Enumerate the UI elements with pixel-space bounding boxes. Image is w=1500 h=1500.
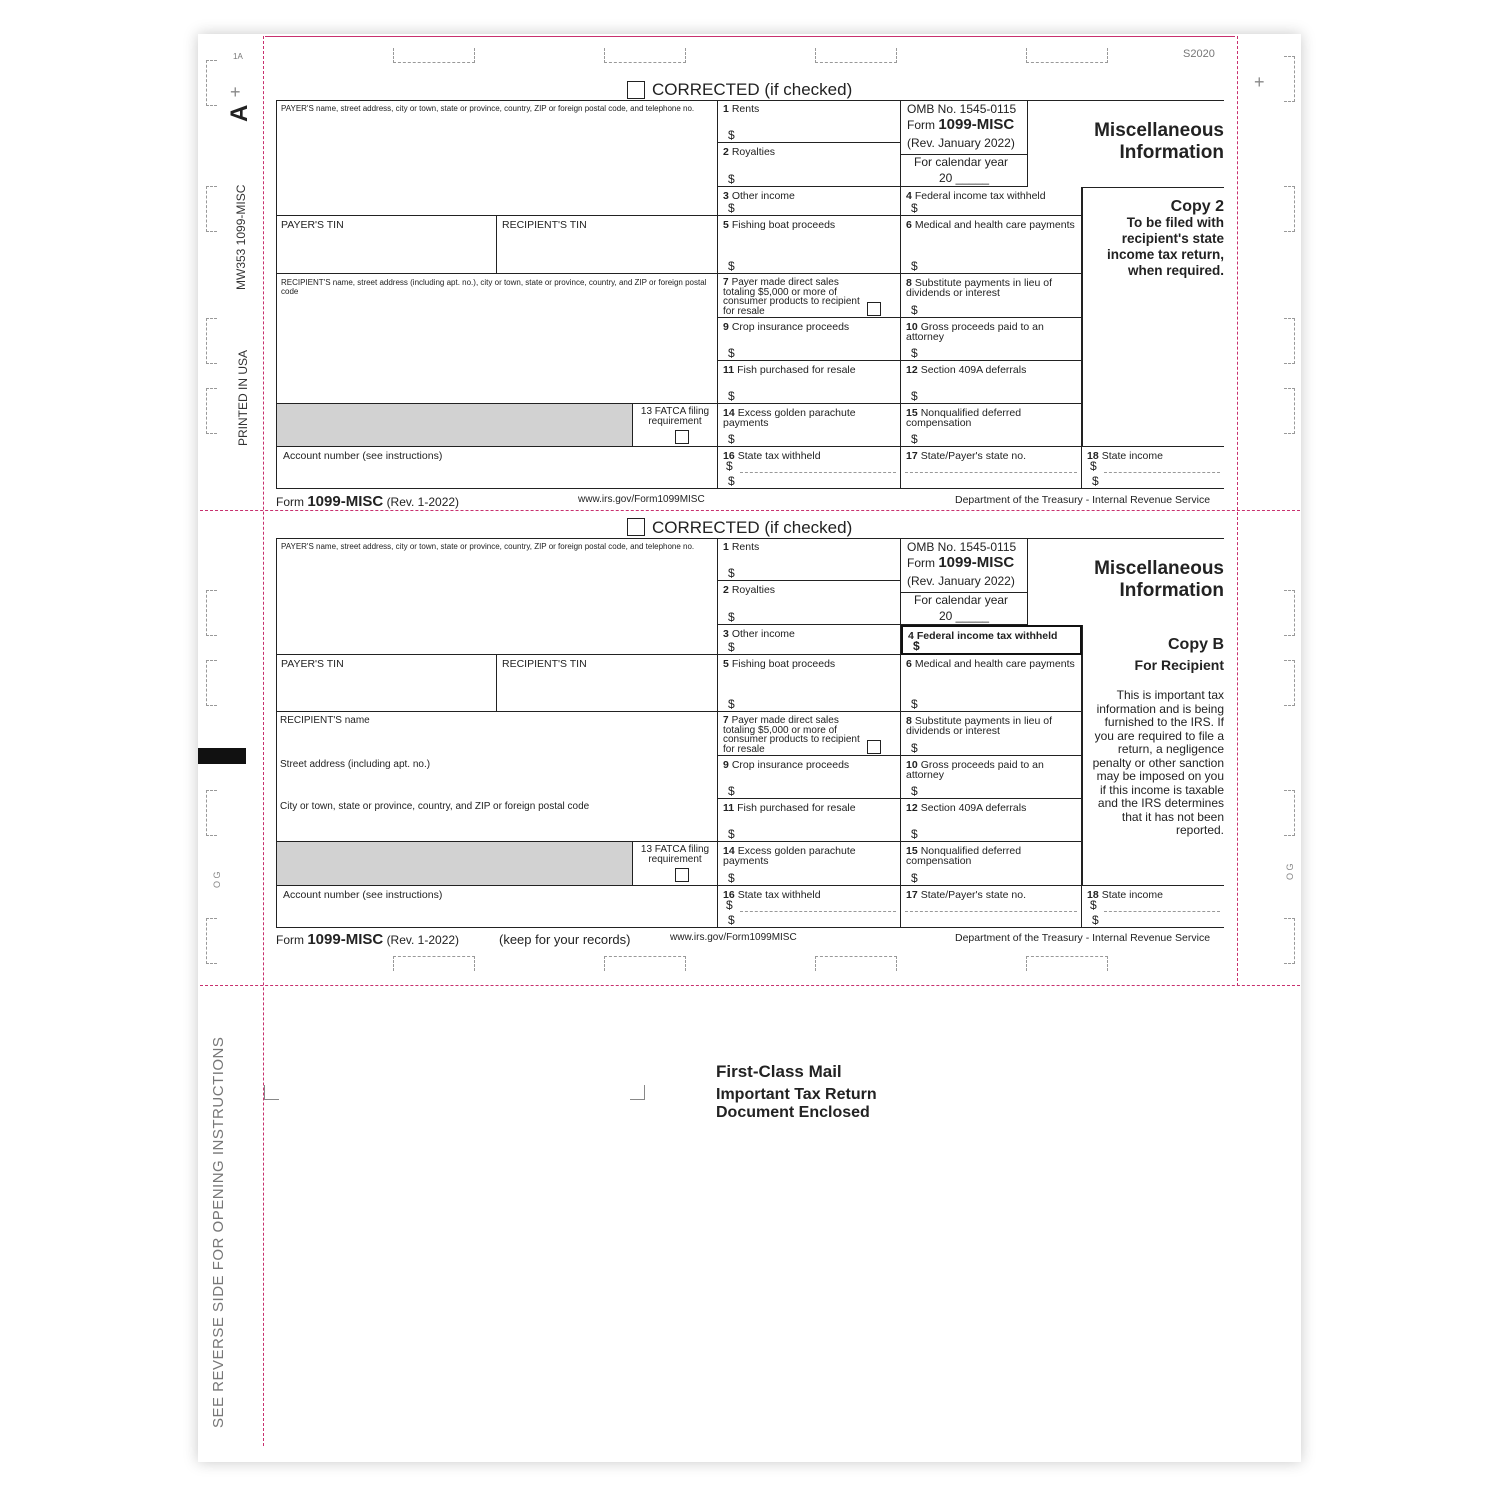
box-7-direct-sales: 7 Payer made direct sales totaling $5,000 or more of consumer products to recipient for resale xyxy=(718,712,901,756)
sprocket-mark xyxy=(206,186,217,232)
right-perforation xyxy=(1237,36,1238,986)
box-10-gross-proceeds[interactable]: 10 Gross proceeds paid to an attorney $ xyxy=(901,318,1082,361)
box-11-fish[interactable]: 11 Fish purchased for resale $ xyxy=(718,799,901,842)
payer-tin-box[interactable]: PAYER'S TIN xyxy=(276,216,497,274)
copy-label: Copy B xyxy=(1168,636,1224,653)
copy-letter: A xyxy=(226,104,253,122)
sprocket-mark xyxy=(1284,660,1295,706)
corrected-checkbox[interactable] xyxy=(627,518,645,536)
box-7-checkbox[interactable] xyxy=(867,302,881,316)
form-footer-url[interactable]: www.irs.gov/Form1099MISC xyxy=(670,932,797,943)
stub-form-code: MW353 1099-MISC xyxy=(234,184,248,290)
box-17-state-no[interactable]: 17 State/Payer's state no. xyxy=(901,886,1082,928)
top-edge-line xyxy=(265,36,1235,37)
box-5-fishing[interactable]: 5 Fishing boat proceeds $ xyxy=(718,655,901,712)
top-code: S2020 xyxy=(1183,48,1215,60)
recipient-tin-box[interactable]: RECIPIENT'S TIN xyxy=(497,655,718,712)
box-7-checkbox[interactable] xyxy=(867,740,881,754)
alignment-mark xyxy=(815,48,897,63)
box-11-fish[interactable]: 11 Fish purchased for resale $ xyxy=(718,361,901,404)
payer-tin-box[interactable]: PAYER'S TIN xyxy=(276,655,497,712)
box-6-medical[interactable]: 6 Medical and health care payments $ xyxy=(901,216,1082,274)
recipient-name-box[interactable]: RECIPIENT'S name, street address (including apt. no.), city or town, state or province, country, and ZIP or foreign postal code xyxy=(276,274,718,404)
omb-box: OMB No. 1545-0115 Form 1099-MISC (Rev. January 2022) For calendar year 20 _____ xyxy=(901,538,1028,625)
form-footer-id: Form 1099-MISC (Rev. 1-2022) xyxy=(276,931,460,948)
corrected-checkbox[interactable] xyxy=(627,81,645,99)
stub-printed: PRINTED IN USA xyxy=(236,349,250,446)
fatca-box: 13 FATCA filing requirement xyxy=(633,404,718,447)
alignment-mark xyxy=(393,956,475,971)
box-2-royalties[interactable]: 2 Royalties $ xyxy=(718,581,901,625)
box-9-crop[interactable]: 9 Crop insurance proceeds $ xyxy=(718,318,901,361)
box-5-fishing[interactable]: 5 Fishing boat proceeds $ xyxy=(718,216,901,274)
reg-cross-left: + xyxy=(230,82,241,102)
omb-box: OMB No. 1545-0115 Form 1099-MISC (Rev. January 2022) For calendar year 20 _____ xyxy=(901,100,1028,187)
corrected-label: CORRECTED (if checked) xyxy=(652,80,853,99)
box-8-substitute[interactable]: 8 Substitute payments in lieu of dividends or interest $ xyxy=(901,274,1082,318)
box-15-nonqualified[interactable]: 15 Nonqualified deferred compensation $ xyxy=(901,404,1082,447)
window-corner-mark xyxy=(630,1085,645,1100)
street-label: Street address (including apt. no.) xyxy=(280,759,431,770)
sprocket-mark xyxy=(206,918,217,964)
form-footer-dept: Department of the Treasury - Internal Revenue Service xyxy=(955,932,1211,944)
keep-records-note: (keep for your records) xyxy=(499,932,631,947)
mail-class: First-Class Mail xyxy=(716,1062,842,1081)
recipient-tin-box[interactable]: RECIPIENT'S TIN xyxy=(497,216,718,274)
box-7-direct-sales: 7 Payer made direct sales totaling $5,000 or more of consumer products to recipient for resale xyxy=(718,274,901,318)
alignment-mark xyxy=(604,956,686,971)
account-number-box[interactable]: Account number (see instructions) xyxy=(276,447,718,489)
box-3-other-income[interactable]: 3 Other income $ xyxy=(718,187,901,216)
reg-cross-right: + xyxy=(1254,72,1265,92)
sprocket-mark xyxy=(206,590,217,636)
stub-og-right: O G xyxy=(1285,863,1295,880)
sprocket-mark xyxy=(1284,918,1295,964)
payer-name-box[interactable]: PAYER'S name, street address, city or town, state or province, country, ZIP or foreign postal code, and telephone no. xyxy=(276,100,718,216)
corrected-label: CORRECTED (if checked) xyxy=(652,518,853,537)
box-18-state-income[interactable]: 18 State income $ $ xyxy=(1082,447,1224,489)
black-mark xyxy=(198,748,246,764)
payer-name-box[interactable]: PAYER'S name, street address, city or town, state or province, country, ZIP or foreign postal code, and telephone no. xyxy=(276,538,718,655)
stub-reverse-note: SEE REVERSE SIDE FOR OPENING INSTRUCTIONS xyxy=(210,1036,227,1428)
box-1-rents[interactable]: 1 Rents $ xyxy=(718,538,901,581)
box-6-medical[interactable]: 6 Medical and health care payments $ xyxy=(901,655,1082,712)
box-16-state-tax[interactable]: 16 State tax withheld $ $ xyxy=(718,447,901,489)
form-title: Miscellaneous Information xyxy=(1094,120,1224,163)
mail-notice-1: Important Tax Return xyxy=(716,1086,877,1103)
sprocket-mark xyxy=(1284,790,1295,836)
alignment-mark xyxy=(604,48,686,63)
box-16-state-tax[interactable]: 16 State tax withheld $ $ xyxy=(718,886,901,928)
account-number-box[interactable]: Account number (see instructions) xyxy=(276,886,718,928)
recipient-name-label: RECIPIENT'S name xyxy=(280,715,370,726)
sprocket-mark xyxy=(1284,56,1295,102)
fatca-box: 13 FATCA filing requirement xyxy=(633,842,718,886)
recipient-notice: This is important tax information and is being furnished to the IRS. If you are required to file a return, a negligence penalty or other sanction may be imposed on you if this income is taxable and the IRS determines that it has not been reported. xyxy=(1092,688,1224,837)
copy-sub: For Recipient xyxy=(1134,657,1224,673)
copy-description: To be filed with recipient's state income tax return, when required. xyxy=(1106,215,1224,278)
box-4-federal-tax[interactable]: 4 Federal income tax withheld $ xyxy=(901,625,1082,655)
middle-perforation xyxy=(200,510,1300,511)
box-17-state-no[interactable]: 17 State/Payer's state no. xyxy=(901,447,1082,489)
sprocket-mark xyxy=(206,790,217,836)
box-10-gross-proceeds[interactable]: 10 Gross proceeds paid to an attorney $ xyxy=(901,756,1082,799)
sprocket-mark xyxy=(1284,590,1295,636)
form-title: Miscellaneous Information xyxy=(1094,558,1224,601)
stub-code: 1A xyxy=(233,52,243,61)
sprocket-mark xyxy=(1284,388,1295,434)
alignment-mark xyxy=(1026,956,1108,971)
window-corner-mark xyxy=(264,1085,279,1100)
box-8-substitute[interactable]: 8 Substitute payments in lieu of dividends or interest $ xyxy=(901,712,1082,756)
bottom-perforation xyxy=(200,985,1300,986)
alignment-mark xyxy=(393,48,475,63)
sprocket-mark xyxy=(206,660,217,706)
box-14-parachute[interactable]: 14 Excess golden parachute payments $ xyxy=(718,842,901,886)
form-footer-id: Form 1099-MISC (Rev. 1-2022) xyxy=(276,493,460,510)
sprocket-mark xyxy=(206,60,217,106)
sprocket-mark xyxy=(1284,186,1295,232)
form-footer-url[interactable]: www.irs.gov/Form1099MISC xyxy=(578,494,705,505)
box-3-other-income[interactable]: 3 Other income $ xyxy=(718,625,901,655)
box-9-crop[interactable]: 9 Crop insurance proceeds $ xyxy=(718,756,901,799)
left-perforation xyxy=(263,36,264,1446)
stub-og-left: O G xyxy=(212,871,222,888)
box-18-state-income[interactable]: 18 State income $ $ xyxy=(1082,886,1224,928)
fatca-checkbox[interactable] xyxy=(675,868,689,882)
recipient-info-box[interactable] xyxy=(276,712,718,842)
sprocket-mark xyxy=(206,318,217,364)
box-2-royalties[interactable]: 2 Royalties $ xyxy=(718,143,901,187)
shaded-box xyxy=(276,842,633,886)
box-4-federal-tax[interactable]: 4 Federal income tax withheld $ xyxy=(901,187,1082,216)
shaded-box xyxy=(276,404,633,447)
copy-label: Copy 2 xyxy=(1170,198,1224,215)
alignment-mark xyxy=(815,956,897,971)
sprocket-mark xyxy=(1284,318,1295,364)
box-14-parachute[interactable]: 14 Excess golden parachute payments $ xyxy=(718,404,901,447)
alignment-mark xyxy=(1026,48,1108,63)
box-12-409a[interactable]: 12 Section 409A deferrals $ xyxy=(901,361,1082,404)
box-1-rents[interactable]: 1 Rents $ xyxy=(718,100,901,143)
fatca-checkbox[interactable] xyxy=(675,430,689,444)
sprocket-mark xyxy=(206,388,217,434)
box-12-409a[interactable]: 12 Section 409A deferrals $ xyxy=(901,799,1082,842)
city-label: City or town, state or province, country, and ZIP or foreign postal code xyxy=(280,801,590,812)
form-footer-dept: Department of the Treasury - Internal Revenue Service xyxy=(955,494,1211,506)
box-15-nonqualified[interactable]: 15 Nonqualified deferred compensation $ xyxy=(901,842,1082,886)
mail-notice-2: Document Enclosed xyxy=(716,1104,870,1121)
